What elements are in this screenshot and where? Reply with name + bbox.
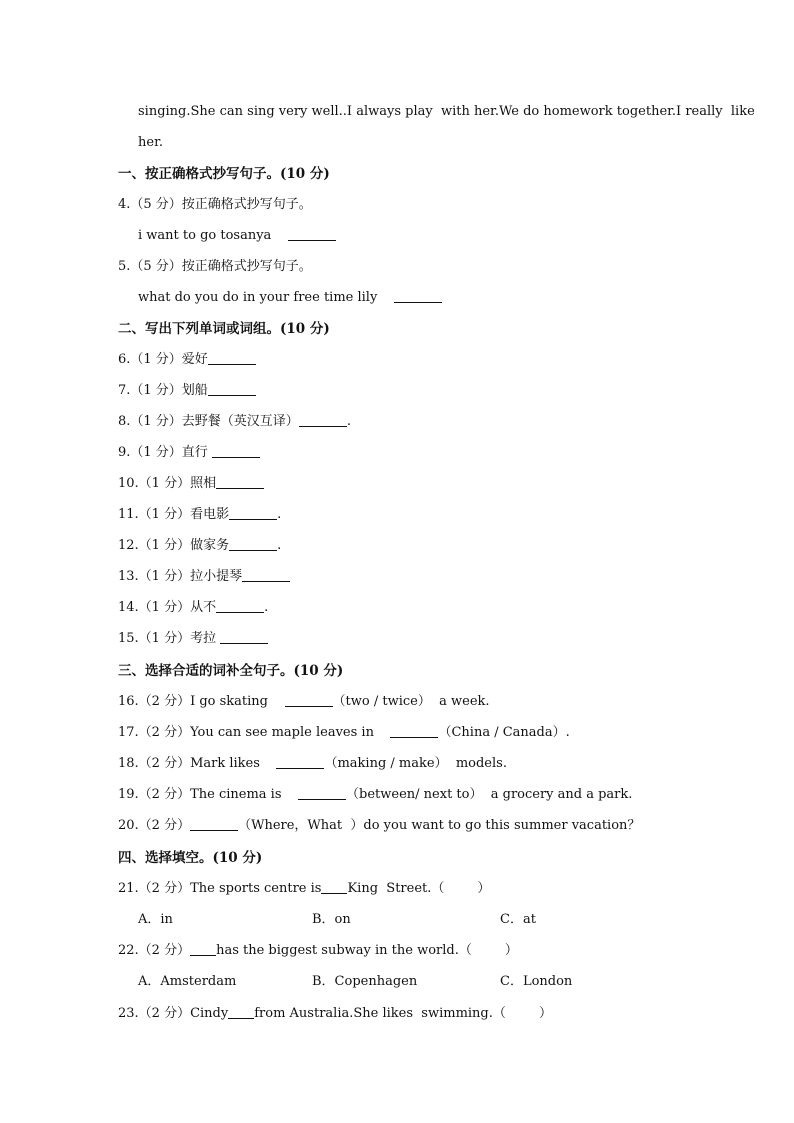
section-heading-4: 四、选择填空。(10 分) xyxy=(118,850,263,866)
answer-blank[interactable] xyxy=(242,567,290,582)
answer-blank[interactable] xyxy=(298,785,346,800)
answer-blank[interactable] xyxy=(285,692,333,707)
question-18 xyxy=(118,754,507,774)
question-stem: 21.（2 分）The sports centre is xyxy=(118,881,322,896)
option-b[interactable]: B．Copenhagen xyxy=(312,974,418,989)
question-12 xyxy=(118,536,281,556)
question-stem: 23.（2 分）Cindy xyxy=(118,1006,229,1021)
question-stem: 20.（2 分） xyxy=(118,818,191,833)
section-heading-2: 二、写出下列单词或词组。(10 分) xyxy=(118,321,330,337)
question-tail: King Street.（ ） xyxy=(347,881,491,896)
question-5-text xyxy=(138,288,442,308)
period: . xyxy=(277,538,282,553)
answer-blank[interactable] xyxy=(229,536,277,551)
answer-blank[interactable] xyxy=(208,350,256,365)
question-stem: 13.（1 分）拉小提琴 xyxy=(118,569,243,584)
question-6 xyxy=(118,350,256,370)
question-4-stem: 4.（5 分）按正确格式抄写句子。 xyxy=(118,197,312,212)
question-17 xyxy=(118,723,570,743)
answer-blank[interactable] xyxy=(208,381,256,396)
question-choices: （two / twice） a week. xyxy=(332,694,490,709)
question-4-text xyxy=(138,226,336,246)
question-stem: 14.（1 分）从不 xyxy=(118,600,217,615)
passage-line: singing.She can sing very well..I always play with her.We do homework together.I really like xyxy=(138,104,755,119)
question-15 xyxy=(118,629,268,649)
question-stem: 12.（1 分）做家务 xyxy=(118,538,230,553)
answer-blank[interactable] xyxy=(299,412,347,427)
question-8 xyxy=(118,412,351,432)
question-10 xyxy=(118,474,264,494)
answer-blank[interactable] xyxy=(190,816,238,831)
question-14 xyxy=(118,598,268,618)
question-stem: 9.（1 分）直行 xyxy=(118,445,208,460)
question-stem: 7.（1 分）划船 xyxy=(118,383,208,398)
sentence-text: what do you do in your free time lily xyxy=(138,290,378,305)
option-c[interactable]: C．London xyxy=(500,974,573,989)
question-21 xyxy=(118,879,490,899)
question-choices: （China / Canada）. xyxy=(438,725,570,740)
period: . xyxy=(277,507,282,522)
answer-blank[interactable] xyxy=(228,1004,254,1019)
question-20 xyxy=(118,816,640,836)
question-13 xyxy=(118,567,290,587)
question-stem: 8.（1 分）去野餐（英汉互译） xyxy=(118,414,299,429)
question-11 xyxy=(118,505,281,525)
answer-blank[interactable] xyxy=(216,474,264,489)
answer-blank[interactable] xyxy=(212,443,260,458)
period: . xyxy=(346,414,351,429)
answer-blank[interactable] xyxy=(288,226,336,241)
question-tail: has the biggest subway in the world.（ ） xyxy=(216,943,518,958)
question-tail: from Australia.She likes swimming.（ ） xyxy=(254,1006,552,1021)
question-stem: 19.（2 分）The cinema is xyxy=(118,787,282,802)
section-heading-1: 一、按正确格式抄写句子。(10 分) xyxy=(118,166,330,182)
question-stem: 17.（2 分）You can see maple leaves in xyxy=(118,725,374,740)
section-heading-3: 三、选择合适的词补全句子。(10 分) xyxy=(118,663,344,679)
question-9 xyxy=(118,443,260,463)
answer-blank[interactable] xyxy=(216,598,264,613)
question-stem: 18.（2 分）Mark likes xyxy=(118,756,260,771)
question-choices: （between/ next to） a grocery and a park. xyxy=(346,787,633,802)
question-stem: 16.（2 分）I go skating xyxy=(118,694,269,709)
question-stem: 10.（1 分）照相 xyxy=(118,476,217,491)
question-choices: （making / make） models. xyxy=(324,756,507,771)
answer-blank[interactable] xyxy=(190,941,216,956)
question-5-stem: 5.（5 分）按正确格式抄写句子。 xyxy=(118,259,312,274)
option-c[interactable]: C．at xyxy=(500,912,536,927)
question-23 xyxy=(118,1004,552,1024)
answer-blank[interactable] xyxy=(229,505,277,520)
question-19 xyxy=(118,785,632,805)
option-a[interactable]: A．Amsterdam xyxy=(138,974,237,989)
question-22 xyxy=(118,941,518,961)
question-stem: 11.（1 分）看电影 xyxy=(118,507,230,522)
question-stem: 6.（1 分）爱好 xyxy=(118,352,208,367)
answer-blank[interactable] xyxy=(394,288,442,303)
question-stem: 15.（1 分）考拉 xyxy=(118,631,217,646)
answer-blank[interactable] xyxy=(276,754,324,769)
answer-blank[interactable] xyxy=(220,629,268,644)
answer-blank[interactable] xyxy=(321,879,347,894)
question-choices: （Where，What ）do you want to go this summer vacation？ xyxy=(238,818,641,833)
passage-line: her. xyxy=(138,135,163,150)
question-stem: 22.（2 分） xyxy=(118,943,191,958)
option-a[interactable]: A．in xyxy=(138,912,173,927)
answer-blank[interactable] xyxy=(390,723,438,738)
question-7 xyxy=(118,381,256,401)
option-b[interactable]: B．on xyxy=(312,912,351,927)
period: . xyxy=(264,600,269,615)
question-16 xyxy=(118,692,490,712)
sentence-text: i want to go tosanya xyxy=(138,228,272,243)
